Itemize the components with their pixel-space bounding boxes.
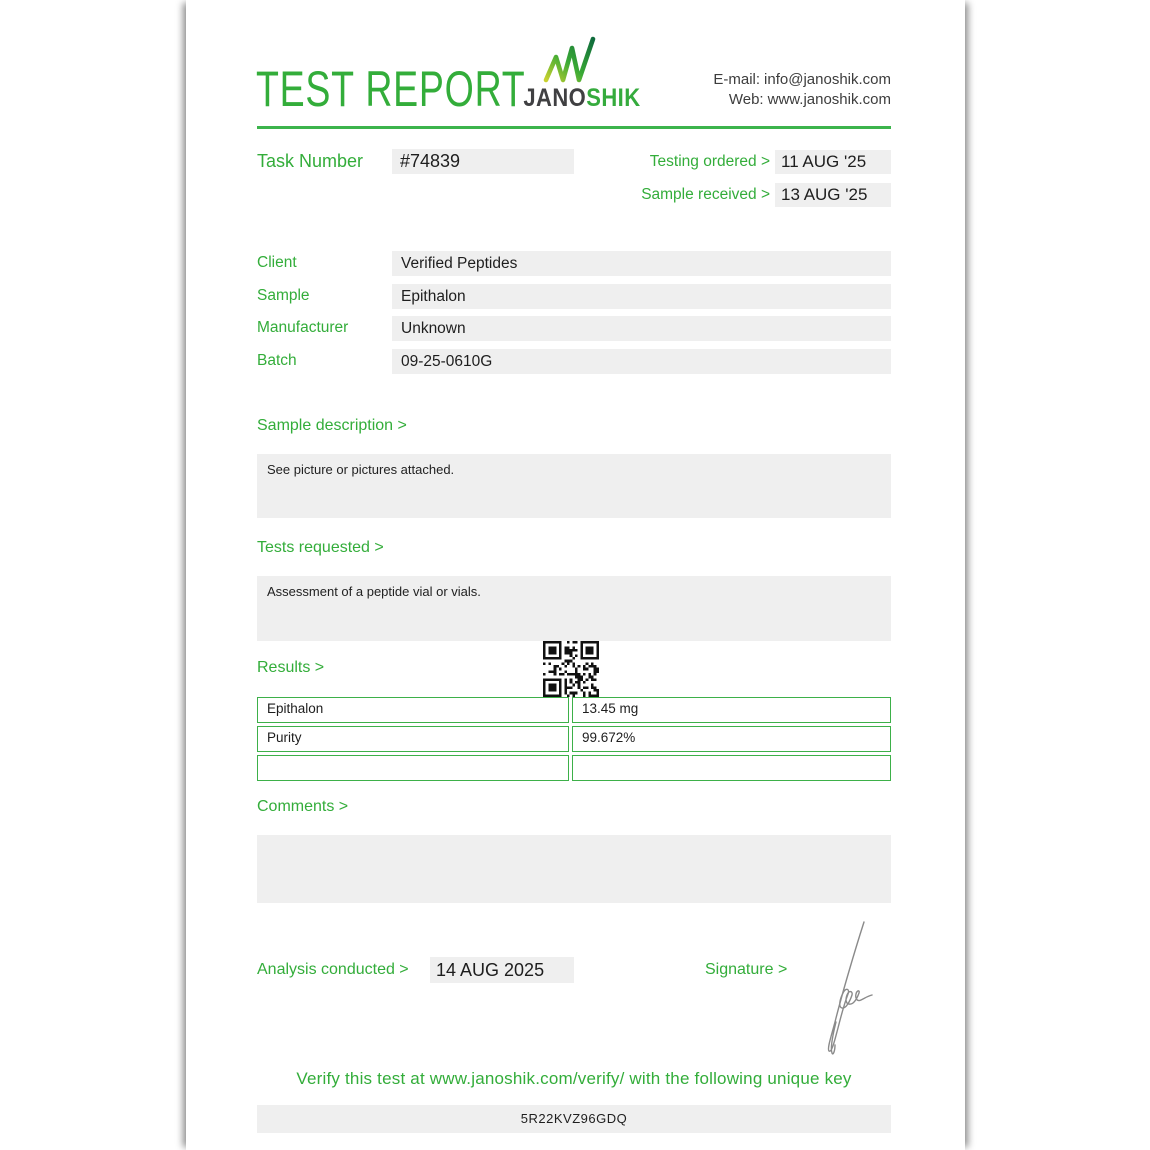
manufacturer-value: Unknown bbox=[401, 320, 466, 337]
results-table bbox=[257, 697, 891, 781]
qr-code bbox=[543, 641, 599, 697]
email-label: E-mail: bbox=[713, 71, 761, 88]
logo-text-green: SHIK bbox=[586, 84, 641, 112]
signature-label: Signature > bbox=[705, 961, 788, 978]
web-value: www.janoshik.com bbox=[767, 90, 891, 108]
results-cell-name-3 bbox=[257, 755, 569, 781]
client-label: Client bbox=[257, 254, 297, 271]
manufacturer-field bbox=[392, 316, 891, 341]
testing-ordered-field bbox=[775, 150, 891, 174]
header-divider bbox=[257, 126, 891, 129]
testing-ordered-label: Testing ordered > bbox=[649, 153, 770, 170]
web-label: Web: bbox=[728, 90, 764, 108]
results-cell-value-2: 99.672% bbox=[572, 726, 891, 752]
results-heading: Results > bbox=[257, 659, 325, 676]
batch-label: Batch bbox=[257, 352, 297, 369]
comments-heading: Comments > bbox=[257, 798, 349, 815]
comments-box bbox=[257, 835, 891, 903]
sample-description-text: See picture or pictures attached. bbox=[267, 462, 455, 477]
email-value: info@janoshik.com bbox=[764, 71, 891, 88]
task-number-value: #74839 bbox=[400, 151, 461, 171]
sample-received-value: 13 AUG '25 bbox=[781, 185, 868, 204]
contact-web-line bbox=[713, 90, 891, 110]
batch-field bbox=[392, 349, 891, 374]
verify-key-value: 5R22KVZ96GDQ bbox=[520, 1111, 628, 1126]
task-number-label: Task Number bbox=[257, 151, 364, 171]
manufacturer-label: Manufacturer bbox=[257, 319, 349, 336]
sample-description-box bbox=[257, 454, 891, 518]
tests-requested-text: Assessment of a peptide vial or vials. bbox=[267, 584, 481, 599]
analysis-conducted-field bbox=[430, 957, 574, 983]
verify-instruction: Verify this test at www.janoshik.com/verify/ with the following unique key bbox=[296, 1069, 852, 1088]
batch-value: 09-25-0610G bbox=[401, 353, 493, 370]
sample-description-heading: Sample description > bbox=[257, 417, 407, 434]
tests-requested-box bbox=[257, 576, 891, 641]
results-cell-name-2: Purity bbox=[257, 726, 569, 752]
growth-chart-icon bbox=[541, 35, 603, 85]
report-page bbox=[186, 0, 965, 1150]
contact-block bbox=[713, 70, 891, 109]
task-number-field bbox=[392, 149, 574, 174]
analysis-conducted-label: Analysis conducted > bbox=[257, 961, 409, 978]
page-title: TEST REPORT bbox=[256, 61, 526, 117]
results-cell-value-3 bbox=[572, 755, 891, 781]
testing-ordered-value: 11 AUG '25 bbox=[781, 152, 867, 171]
sample-value: Epithalon bbox=[401, 288, 466, 305]
sample-received-label: Sample received > bbox=[641, 186, 770, 203]
results-cell-name-1: Epithalon bbox=[257, 697, 569, 723]
client-field bbox=[392, 251, 891, 276]
logo-text-dark: JANO bbox=[523, 84, 587, 112]
contact-email-line bbox=[713, 70, 891, 90]
client-value: Verified Peptides bbox=[401, 255, 518, 272]
signature-scribble bbox=[808, 920, 878, 1056]
analysis-conducted-value: 14 AUG 2025 bbox=[436, 960, 545, 980]
sample-received-field bbox=[775, 183, 891, 207]
verify-key-field bbox=[257, 1105, 891, 1133]
logo-wordmark bbox=[523, 84, 641, 113]
sample-field bbox=[392, 284, 891, 309]
tests-requested-heading: Tests requested > bbox=[257, 539, 384, 556]
results-cell-value-1: 13.45 mg bbox=[572, 697, 891, 723]
sample-label: Sample bbox=[257, 287, 310, 304]
